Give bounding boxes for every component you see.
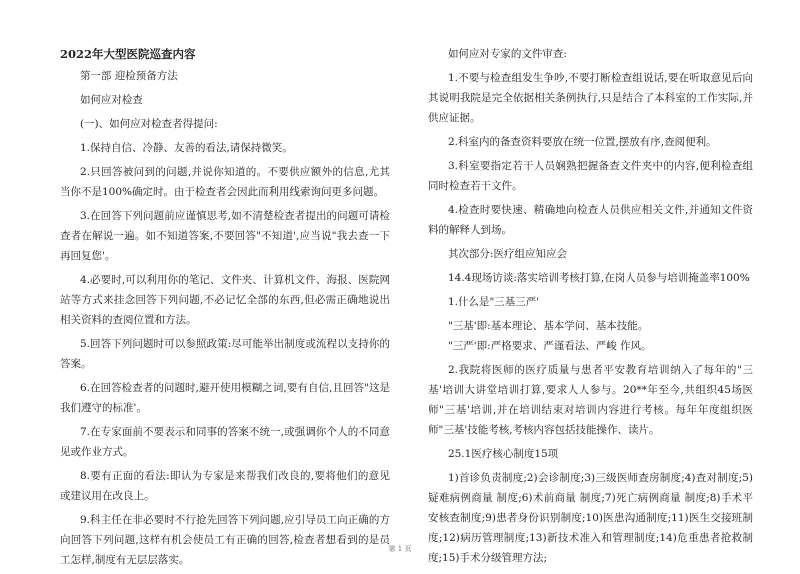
subheading: (一)、如何应对检查者得提问:: [79, 118, 218, 130]
paragraph: "三基'即:基本理论、基本学问、基本技能。: [447, 320, 649, 332]
left-column: [60, 44, 390, 574]
paragraph: 2.只回答被问到的问题,并说你知道的。不要供应额外的信息,尤其当你不是100%确定时。由于检查者会因此而利用线索询问更多问题。: [60, 166, 390, 198]
paragraph: 3.科室要指定若干人员娴熟把握备查文件夹中的内容,便利检查组同时检查若干文件。: [428, 160, 753, 192]
section-heading: 其次部分:医疗组应知应会: [447, 248, 567, 260]
subheading: 如何应对专家的文件审查:: [447, 48, 567, 60]
subheading: 25.1医疗核心制度15项: [447, 448, 559, 460]
paragraph: 3.在回答下列问题前应谨慎思考,如不清楚检查者提出的问题可请检查者在解说一遍。如不知道答案,不要回答"不知道',应当说"我去查一下再回复您'。: [60, 210, 390, 262]
paragraph: 1.不要与检查组发生争吵,不要打断检查组说话,要在听取意见后向其说明我院是完全依据相关条例执行,只是结合了本科室的工作实际,并供应证据。: [428, 72, 753, 124]
paragraph: 4.检查时要快速、精确地向检查人员供应相关文件,并通知文件资料的解释人到场。: [428, 204, 753, 236]
paragraph: 1.什么是"三基三严': [447, 296, 540, 308]
paragraph: "三严'即:严格要求、严谨看法、严峻 作风。: [447, 340, 652, 352]
right-column: [428, 44, 753, 572]
page-number: 第 1 页: [388, 545, 412, 553]
paragraph: 9.科主任在非必要时不行抢先回答下列问题,应引导员工向正确的方向回答下列问题,这样有机会使员工有正确的回答,检查者想看到的是员工怎样,制度有无层层落实。: [60, 514, 390, 566]
subheading: 如何应对检查: [79, 94, 143, 106]
paragraph: 2.我院将医师的医疗质量与患者平安教育培训纳入了每年的"三基'培训大讲堂培训打算,要求人人参与。20**年至今,共组织45场医师"三基'培训,并在培训结束对培训内容进行考核。每年年度组织医师"三基'技能考核,考核内容包括技能操作、读片。: [428, 364, 753, 436]
section-heading: 第一部 迎检预备方法: [79, 70, 178, 82]
paragraph: 2.科室内的备查资料要放在统一位置,摆放有序,查阅便利。: [447, 136, 717, 148]
paragraph: 4.必要时,可以利用你的笔记、文件夹、计算机文件、海报、医院网站等方式来挂念回答下列问题,不必记忆全部的东西,但必需正确地说出相关资料的查阅位置和方法。: [60, 274, 390, 326]
document-title: 2022年大型医院巡查内容: [60, 47, 196, 61]
paragraph: 5.回答下列问题时可以参照政策:尽可能举出制度或流程以支持你的答案。: [60, 338, 390, 370]
paragraph: 7.在专家面前不要表示和同事的答案不统一,或强调你个人的不同意见或作业方式。: [60, 426, 390, 458]
paragraph: 6.在回答检查者的问题时,避开使用模糊之词,要有自信,且回答"这是我们遵守的标准'。: [60, 382, 390, 414]
paragraph: 1.保持自信、冷静、友善的看法,请保持微笑。: [79, 142, 293, 154]
paragraph: 8.要有正面的看法:即认为专家是来帮我们改良的,要将他们的意见或建议用在改良上。: [60, 470, 390, 502]
paragraph: 14.4现场访谈:落实培训考核打算,在岗人员参与培训掩盖率100%: [447, 272, 750, 284]
paragraph: 1)首诊负责制度;2)会诊制度;3)三级医师查房制度;4)查对制度;5)疑难病例商量 制度;6)术前商量 制度;7)死亡病例商量 制度;8)手术平安核查制度;9)患者身份识别制度;10)医患沟通制度;11)医生交接班制度;12)病历管理制度;13)新技术准入和管理制度;14)危重患者抢救制度;15)手术分级管理方法;: [428, 472, 753, 564]
